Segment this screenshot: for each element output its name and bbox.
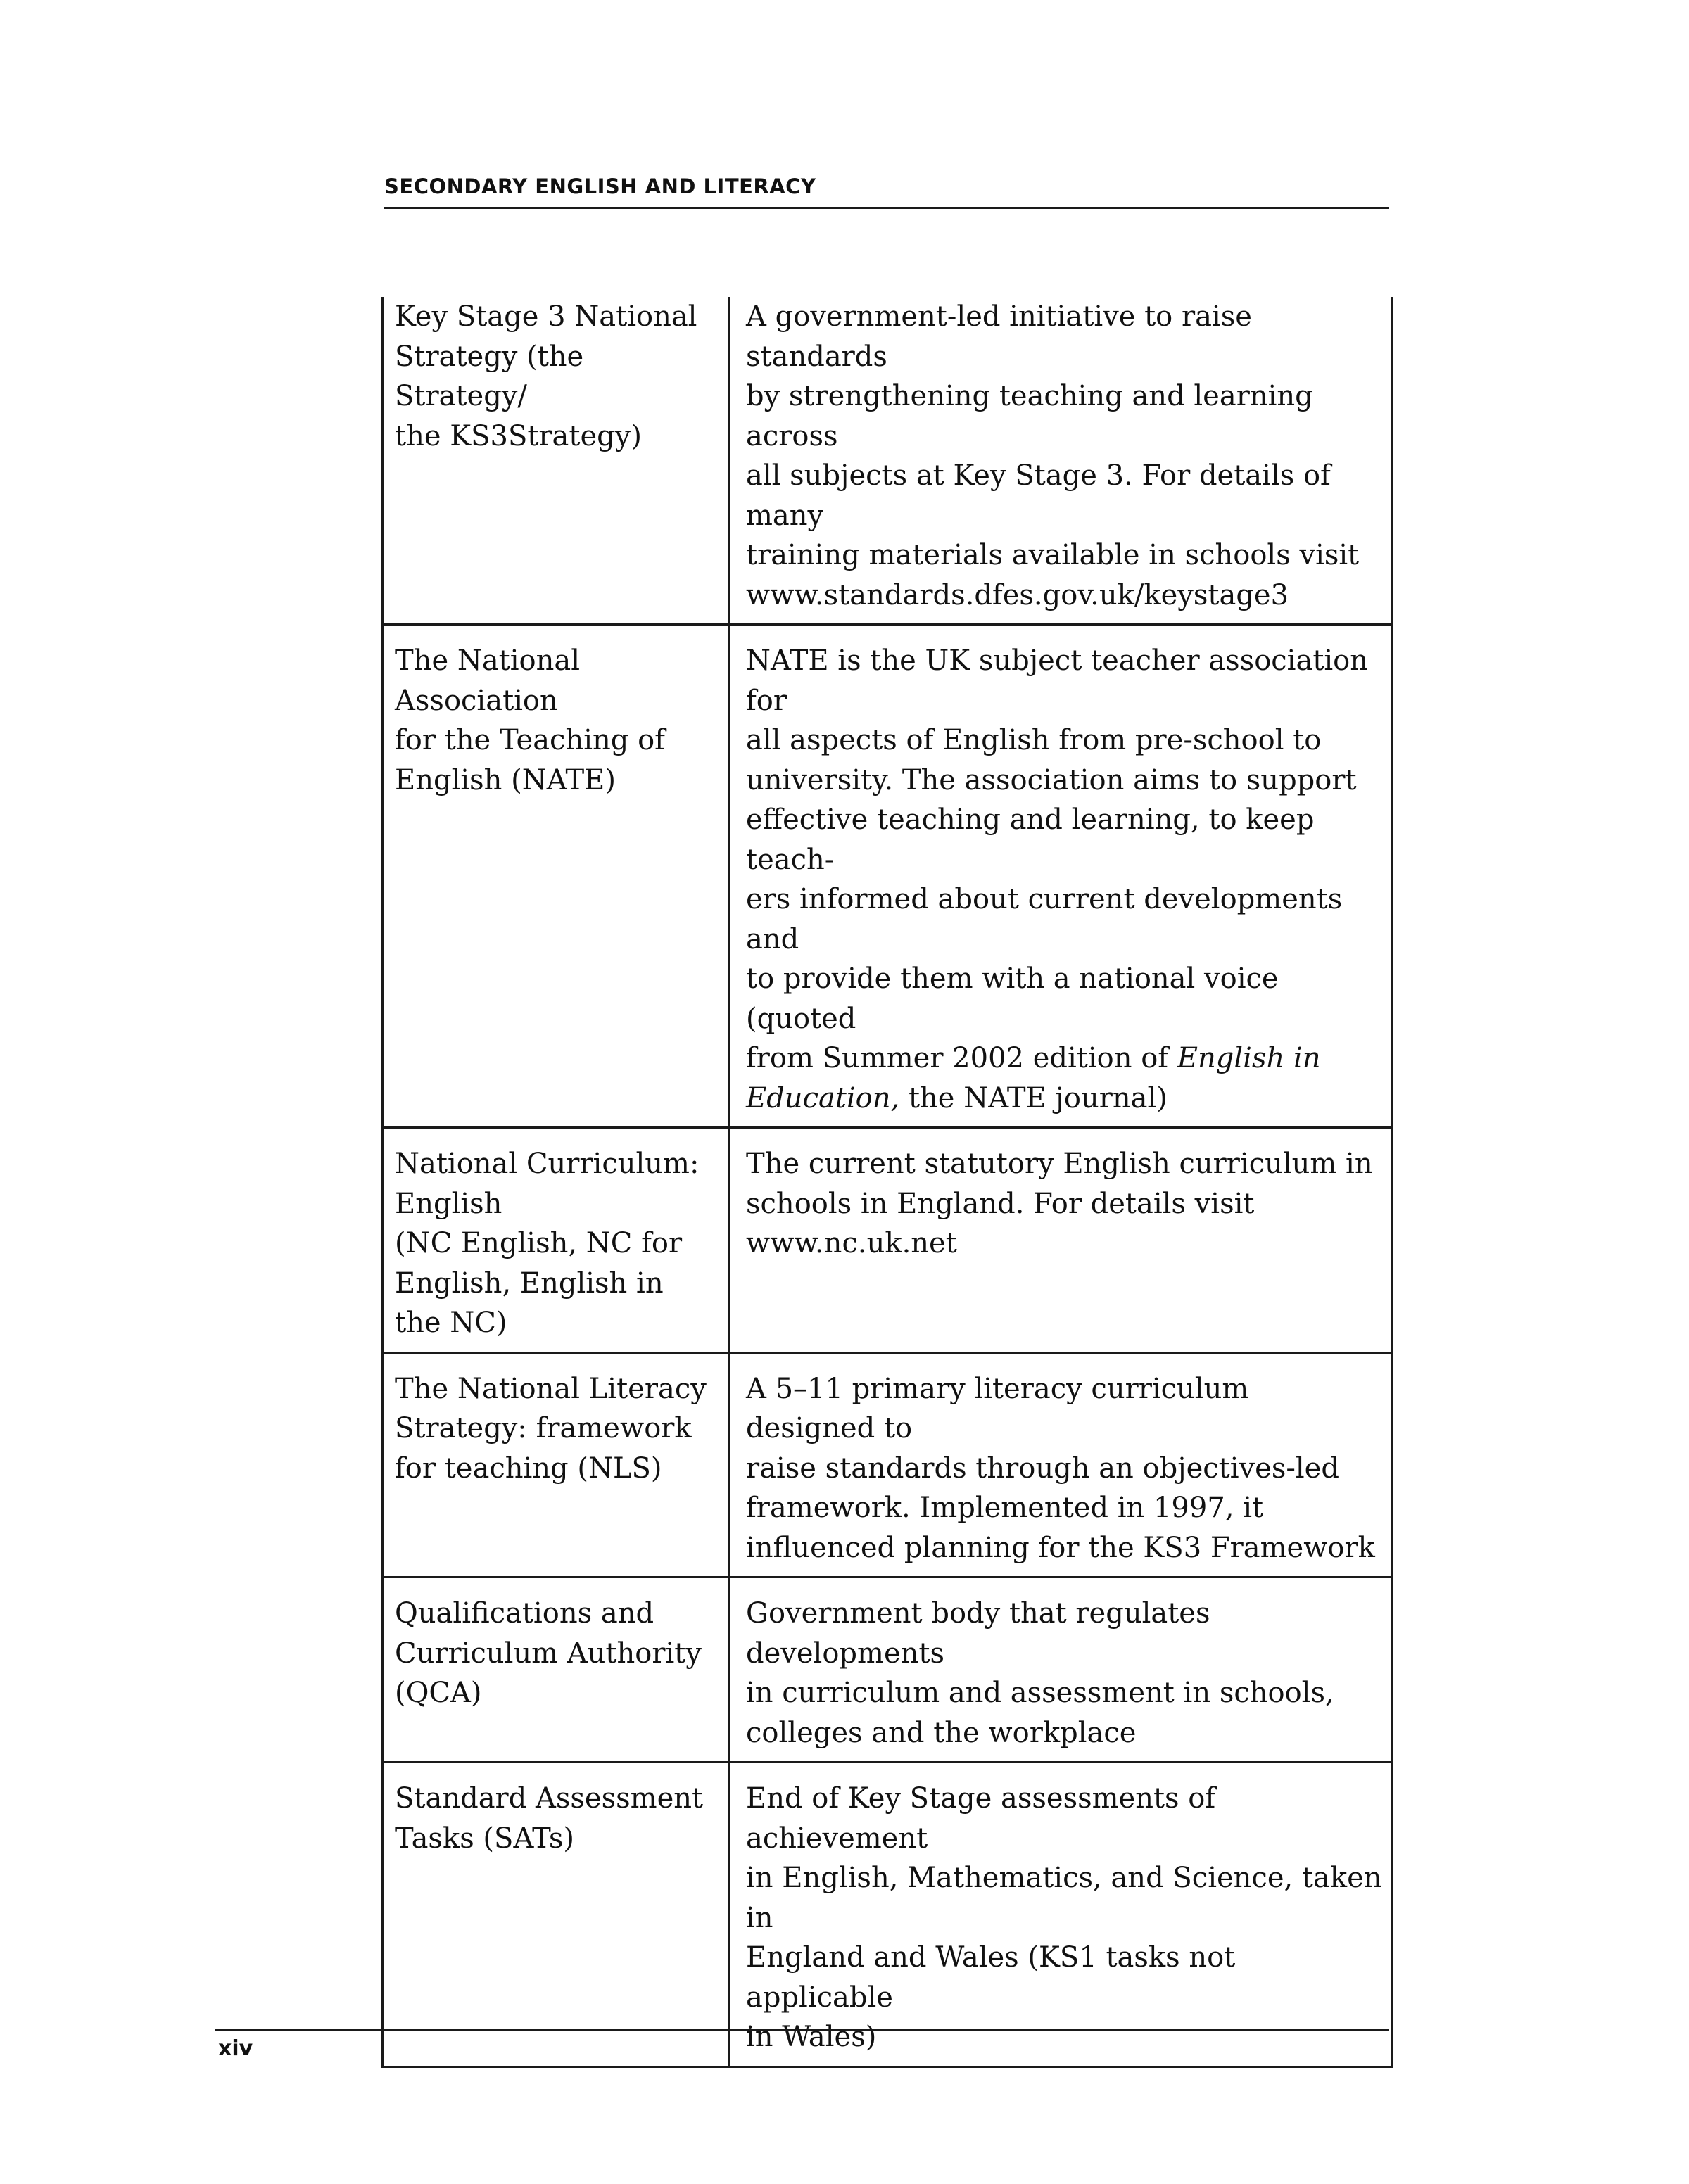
glossary-term: Standard Assessment Tasks (SATs) [383, 1763, 730, 2067]
definition-text: the NATE journal) [899, 1081, 1168, 1115]
glossary-definition: The current statutory English curriculum in schools in England. For details visit www.nc.uk.net [730, 1128, 1392, 1353]
glossary-row [383, 625, 1392, 1128]
glossary-term: National Curriculum: English (NC English, NC for English, English in the NC) [383, 1128, 730, 1353]
glossary-definition: A government-led initiative to raise standards by strengthening teaching and learning across all subjects at Key Stage 3. For details of many training materials available in schools visit www.standards.dfes.gov.uk/keystage3 [730, 297, 1392, 625]
glossary-definition: End of Key Stage assessments of achievement in English, Mathematics, and Science, taken in England and Wales (KS1 tasks not applicable in Wales) [730, 1763, 1392, 2067]
running-head-title: SECONDARY ENGLISH AND LITERACY [384, 174, 816, 198]
glossary-row [383, 1577, 1392, 1763]
glossary-row [383, 1352, 1392, 1577]
definition-text: NATE is the UK subject teacher association for all aspects of English from pre-school to university. The association aims to support effective teaching and learning, to keep teach- ers informed about current developments and to provide them with a national voice (quoted from Summer 2002 edition of [746, 645, 1369, 1074]
glossary-term: Qualifications and Curriculum Authority (QCA) [383, 1577, 730, 1763]
glossary-definition [730, 625, 1392, 1128]
footer-rule [215, 2029, 1389, 2031]
page-number: xiv [218, 2036, 253, 2061]
glossary-row [383, 297, 1392, 625]
glossary-term: The National Literacy Strategy: framework for teaching (NLS) [383, 1352, 730, 1577]
glossary-term: Key Stage 3 National Strategy (the Strategy/ the KS3Strategy) [383, 297, 730, 625]
glossary-definition: Government body that regulates developments in curriculum and assessment in schools, colleges and the workplace [730, 1577, 1392, 1763]
running-head [384, 172, 1389, 209]
glossary-definition: A 5–11 primary literacy curriculum designed to raise standards through an objectives-led framework. Implemented in 1997, it influenced planning for the KS3 Framework [730, 1352, 1392, 1577]
glossary-term: The National Association for the Teaching of English (NATE) [383, 625, 730, 1128]
glossary-row [383, 1763, 1392, 2067]
journal-title: English in Education, [746, 1042, 1321, 1115]
glossary-row [383, 1128, 1392, 1353]
glossary-table [381, 297, 1393, 2068]
